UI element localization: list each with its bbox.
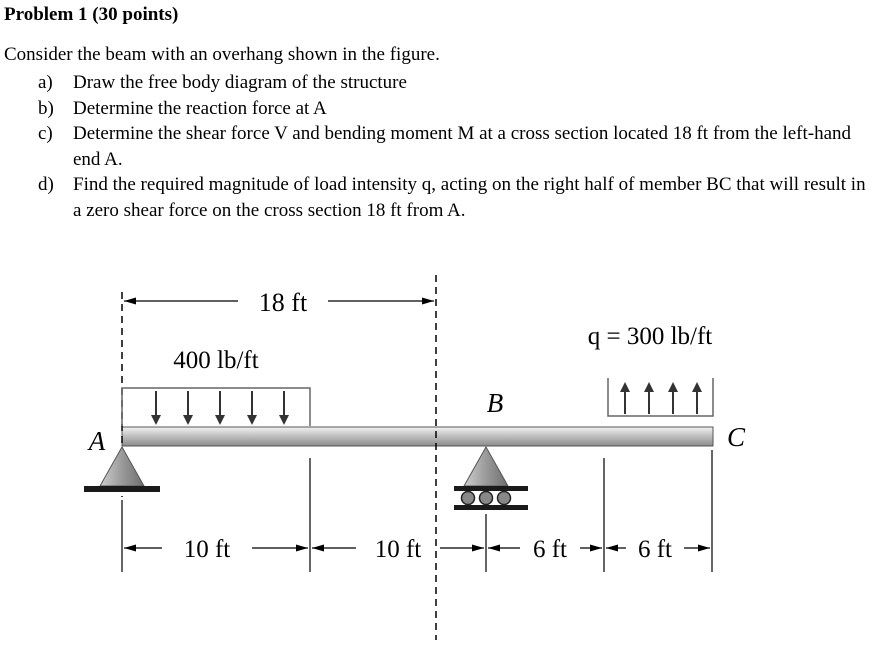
load-right-arrows — [620, 382, 702, 414]
point-b-label: B — [486, 388, 504, 418]
dim-arrow-left — [124, 298, 136, 305]
dim-4-label: 6 ft — [637, 536, 673, 563]
load-left-arrows — [151, 391, 289, 425]
point-a-label: A — [88, 426, 106, 456]
question-text: Determine the reaction force at A — [73, 97, 327, 119]
question-label: c) — [38, 123, 53, 144]
dim-2-label: 10 ft — [374, 536, 422, 563]
dim-top-label: 18 ft — [258, 288, 308, 317]
question-label: b) — [38, 97, 54, 119]
point-c-label: C — [726, 422, 746, 452]
dim-3-label: 6 ft — [532, 536, 568, 563]
problem-title: Problem 1 (30 points) — [4, 4, 179, 25]
beam — [122, 427, 713, 446]
question-label: a) — [38, 72, 53, 93]
question-text: Draw the free body diagram of the structure — [73, 72, 407, 93]
dim-arrow-right — [422, 298, 434, 305]
roller-support-b — [454, 447, 528, 510]
load-left-label: 400 lb/ft — [173, 347, 259, 374]
question-label: d) — [38, 174, 54, 195]
question-text: Find the required magnitude of load intensity q, acting on the right half of member BC that will result in a zero shear force on the cross section 18 ft from A. — [73, 174, 866, 221]
question-text: Determine the shear force V and bending moment M at a cross section located 18 ft from the left-hand end A. — [73, 123, 852, 170]
problem-intro: Consider the beam with an overhang shown in the figure. — [4, 44, 440, 65]
load-right-label: q = 300 lb/ft — [587, 323, 713, 350]
dim-1-label: 10 ft — [183, 536, 231, 563]
